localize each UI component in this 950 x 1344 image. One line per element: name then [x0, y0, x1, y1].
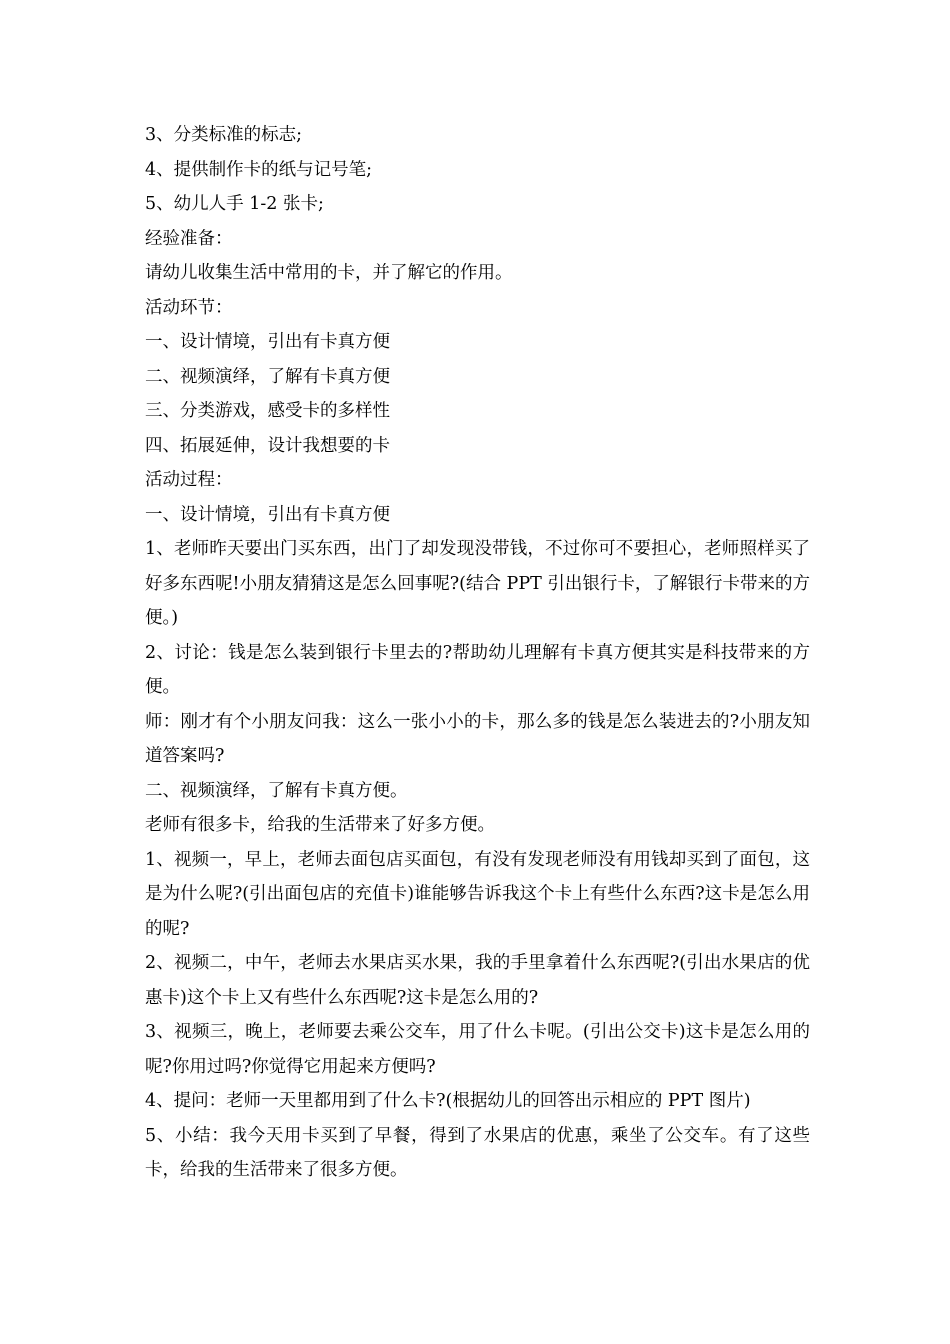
- paragraph-question-4: 4、提问：老师一天里都用到了什么卡?(根据幼儿的回答出示相应的 PPT 图片): [145, 1091, 751, 1111]
- paragraph-video-2: 2、视频二，中午，老师去水果店买水果，我的手里拿着什么东西呢?(引出水果店的优惠卡)这个卡上又有些什么东西呢?这卡是怎么用的?: [145, 953, 810, 1008]
- heading-activity-process: 活动过程：: [145, 470, 233, 490]
- paragraph-experience-prep: 请幼儿收集生活中常用的卡，并了解它的作用。: [145, 263, 513, 283]
- paragraph-material-5: 5、幼儿人手 1-2 张卡;: [145, 194, 324, 214]
- document-body: [145, 118, 810, 1188]
- heading-experience-prep: 经验准备：: [145, 228, 233, 249]
- paragraph-teacher-question: 师：刚才有个小朋友问我：这么一张小小的卡，那么多的钱是怎么装进去的?小朋友知道答案吗?: [145, 711, 810, 766]
- list-item-step-3: 三、分类游戏，感受卡的多样性: [145, 401, 390, 421]
- paragraph-material-4: 4、提供制作卡的纸与记号笔;: [145, 159, 373, 180]
- paragraph-video-3: 3、视频三，晚上，老师要去乘公交车，用了什么卡呢。(引出公交卡)这卡是怎么用的呢?你用过吗?你觉得它用起来方便吗?: [145, 1022, 810, 1077]
- paragraph-summary-5: 5、小结：我今天用卡买到了早餐，得到了水果店的优惠，乘坐了公交车。有了这些卡，给我的生活带来了很多方便。: [145, 1125, 810, 1180]
- section-heading-2: 二、视频演绎，了解有卡真方便。: [145, 780, 408, 801]
- heading-activity-steps: 活动环节：: [145, 297, 233, 318]
- paragraph-process-1-2: 2、讨论：钱是怎么装到银行卡里去的?帮助幼儿理解有卡真方便其实是科技带来的方便。: [145, 642, 810, 697]
- list-item-step-1: 一、设计情境，引出有卡真方便: [145, 332, 390, 352]
- paragraph-video-1: 1、视频一，早上，老师去面包店买面包，有没有发现老师没有用钱却买到了面包，这是为什么呢?(引出面包店的充值卡)谁能够告诉我这个卡上有些什么东西?这卡是怎么用的呢?: [145, 849, 810, 939]
- paragraph-teacher-intro: 老师有很多卡，给我的生活带来了好多方便。: [145, 815, 495, 835]
- section-heading-1: 一、设计情境，引出有卡真方便: [145, 504, 390, 525]
- paragraph-material-3: 3、分类标准的标志;: [145, 125, 303, 145]
- list-item-step-4: 四、拓展延伸，设计我想要的卡: [145, 435, 390, 456]
- paragraph-process-1-1: 1、老师昨天要出门买东西，出门了却发现没带钱，不过你可不要担心，老师照样买了好多东西呢!小朋友猜猜这是怎么回事呢?(结合 PPT 引出银行卡，了解银行卡带来的方便。): [145, 539, 810, 628]
- list-item-step-2: 二、视频演绎，了解有卡真方便: [145, 366, 390, 387]
